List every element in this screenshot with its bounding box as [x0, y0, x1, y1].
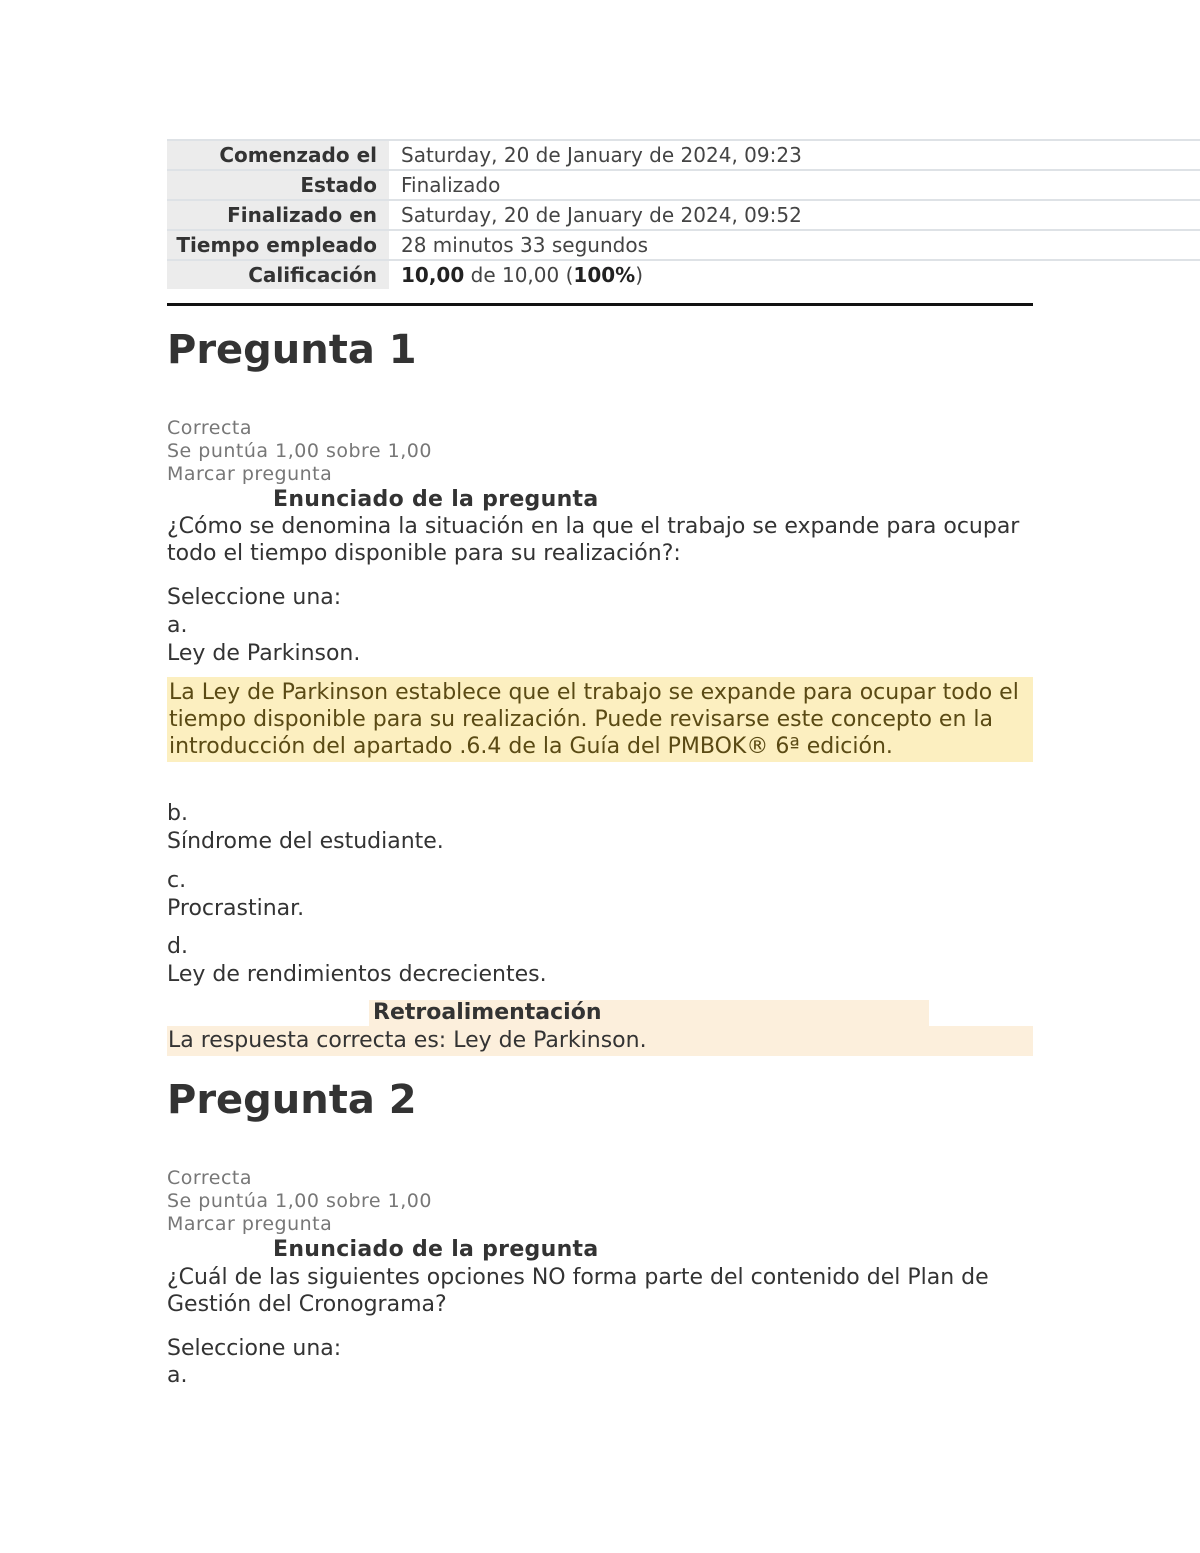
answer-option-d[interactable]	[167, 933, 547, 988]
general-feedback: La respuesta correcta es: Ley de Parkinson.	[167, 1026, 1033, 1056]
answer-option-a[interactable]	[167, 612, 360, 667]
select-prompt: Seleccione una:	[167, 585, 342, 610]
question-text: ¿Cuál de las siguientes opciones NO forma parte del contenido del Plan de Gestión del Cronograma?	[167, 1265, 989, 1317]
question-status: Correcta	[167, 1167, 252, 1189]
grade-score: 10,00	[401, 263, 465, 287]
answer-option-c[interactable]	[167, 867, 304, 922]
question-score: Se puntúa 1,00 sobre 1,00	[167, 1190, 432, 1212]
summary-value: Saturday, 20 de January de 2024, 09:23	[389, 141, 1200, 169]
flag-question-link[interactable]: Marcar pregunta	[167, 1213, 333, 1235]
option-letter: b.	[167, 801, 188, 826]
question-info	[167, 417, 432, 486]
summary-row-time	[167, 229, 1200, 259]
option-text: Ley de rendimientos decrecientes.	[167, 962, 547, 987]
summary-row-started	[167, 139, 1200, 169]
question-title: Pregunta 2	[167, 1077, 417, 1123]
select-prompt: Seleccione una:	[167, 1336, 342, 1361]
answer-option-b[interactable]	[167, 800, 444, 855]
question-score: Se puntúa 1,00 sobre 1,00	[167, 440, 432, 462]
grade-percent: 100%	[573, 263, 636, 287]
grade-close: )	[635, 263, 644, 287]
option-text: Ley de Parkinson.	[167, 641, 361, 666]
option-text: Síndrome del estudiante.	[167, 829, 444, 854]
answer-option-a[interactable]	[167, 1362, 187, 1390]
summary-value: 28 minutos 33 segundos	[389, 231, 1200, 259]
summary-label: Calificación	[167, 261, 389, 289]
option-letter: c.	[167, 868, 187, 893]
summary-label: Finalizado en	[167, 201, 389, 229]
question-title: Pregunta 1	[167, 327, 417, 373]
question-text: ¿Cómo se denomina la situación en la que el trabajo se expande para ocupar todo el tiempo disponible para su realización?:	[167, 514, 1020, 566]
attempt-summary-table	[167, 139, 1200, 289]
option-specific-feedback: La Ley de Parkinson establece que el trabajo se expande para ocupar todo el tiempo disponible para su realización. Puede revisarse este concepto en la introducción del apartado .6.4 de la Guía del PMBOK® 6ª edición.	[167, 677, 1033, 762]
summary-row-finished	[167, 199, 1200, 229]
question-info	[167, 1167, 432, 1236]
option-letter: d.	[167, 934, 188, 959]
summary-label: Comenzado el	[167, 141, 389, 169]
flag-question-link[interactable]: Marcar pregunta	[167, 463, 333, 485]
grade-of-text: de 10,00 (	[464, 263, 574, 287]
grade-value	[389, 261, 1200, 289]
summary-divider	[167, 303, 1033, 306]
statement-heading: Enunciado de la pregunta	[273, 487, 599, 512]
summary-value: Saturday, 20 de January de 2024, 09:52	[389, 201, 1200, 229]
summary-label: Tiempo empleado	[167, 231, 389, 259]
summary-row-grade	[167, 259, 1200, 289]
summary-row-state	[167, 169, 1200, 199]
statement-heading: Enunciado de la pregunta	[273, 1237, 599, 1262]
option-letter: a.	[167, 613, 188, 638]
summary-label: Estado	[167, 171, 389, 199]
option-letter: a.	[167, 1363, 188, 1388]
question-status: Correcta	[167, 417, 252, 439]
feedback-heading: Retroalimentación	[369, 1000, 929, 1026]
summary-value: Finalizado	[389, 171, 1200, 199]
option-text: Procrastinar.	[167, 896, 305, 921]
